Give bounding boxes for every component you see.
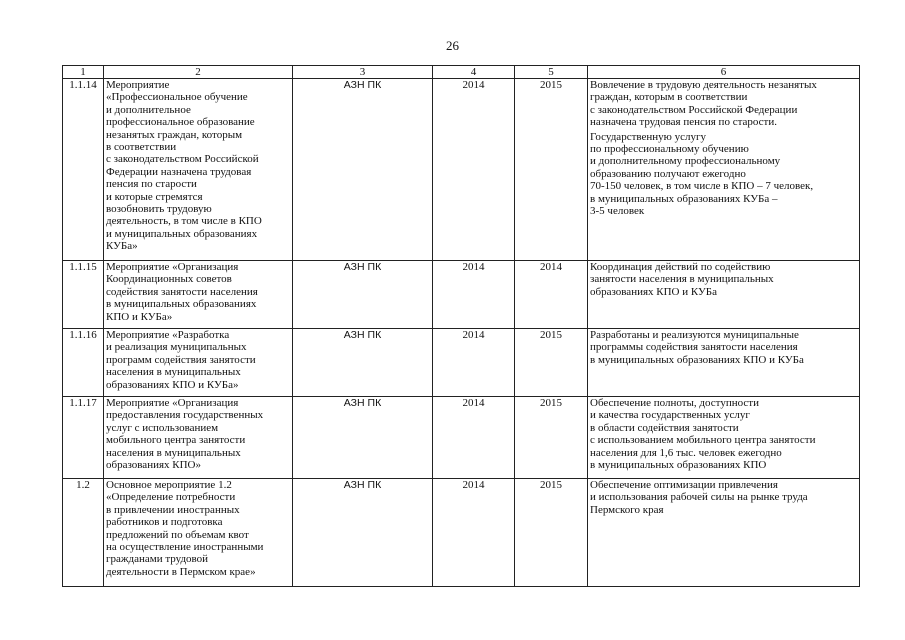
end-year: 2015: [515, 479, 588, 587]
start-year: 2014: [433, 261, 515, 329]
row-number: 1.2: [63, 479, 104, 587]
table-header-row: [63, 66, 860, 79]
start-year: 2014: [433, 479, 515, 587]
header-col-3: 3: [293, 66, 433, 79]
executor: АЗН ПК: [293, 397, 433, 479]
expected-result: [588, 397, 860, 479]
executor: АЗН ПК: [293, 261, 433, 329]
activity-name: Мероприятие «Организация Координационных советов содействия занятости населения в муниципальных образованиях КПО и КУБа»: [104, 261, 293, 329]
activity-name: Основное мероприятие 1.2 «Определение потребности в привлечении иностранных работников и подготовка предложений по объемам квот на осуществление иностранными гражданами трудовой деятельности в Пермском крае»: [104, 479, 293, 587]
header-col-2: 2: [104, 66, 293, 79]
result-paragraph-1: Разработаны и реализуются муниципальные программы содействия занятости населения в муниципальных образованиях КПО и КУБа: [590, 329, 804, 366]
activity-name: Мероприятие «Организация предоставления государственных услуг с использованием мобильного центра занятости населения в муниципальных образованиях КПО»: [104, 397, 293, 479]
end-year: 2015: [515, 397, 588, 479]
result-paragraph-2: Государственную услугу по профессиональному обучению и дополнительному профессиональному образованию получают ежегодно 70-150 человек, в том числе в КПО – 7 человек, в муниципальных образованиях КУБа – 3-5 человек: [590, 130, 814, 218]
header-col-1: 1: [63, 66, 104, 79]
table-row: [63, 329, 860, 397]
end-year: 2015: [515, 329, 588, 397]
end-year: 2014: [515, 261, 588, 329]
end-year: 2015: [515, 79, 588, 261]
start-year: 2014: [433, 329, 515, 397]
start-year: 2014: [433, 397, 515, 479]
activity-name: Мероприятие «Разработка и реализация муниципальных программ содействия занятости населения в муниципальных образованиях КПО и КУБа»: [104, 329, 293, 397]
row-number: 1.1.15: [63, 261, 104, 329]
header-col-4: 4: [433, 66, 515, 79]
expected-result: [588, 479, 860, 587]
page-number: 26: [446, 38, 459, 53]
table-row: [63, 79, 860, 261]
activity-name: Мероприятие «Профессиональное обучение и дополнительное профессиональное образование незанятых граждан, которым в соответствии с законодательством Российской Федерации назначена трудовая пенсия по старости и которые стремятся возобновить трудовую деятельность, в том числе в КПО и муниципальных образованиях КУБа»: [104, 79, 293, 261]
table-body: [63, 79, 860, 587]
executor: АЗН ПК: [293, 479, 433, 587]
executor: АЗН ПК: [293, 79, 433, 261]
table-row: [63, 261, 860, 329]
table-row: [63, 397, 860, 479]
header-col-5: 5: [515, 66, 588, 79]
result-paragraph-1: Координация действий по содействию занятости населения в муниципальных образованиях КПО и КУБа: [590, 261, 774, 298]
expected-result: [588, 329, 860, 397]
start-year: 2014: [433, 79, 515, 261]
result-paragraph-1: Вовлечение в трудовую деятельность незанятых граждан, которым в соответствии с законодательством Российской Федерации назначена трудовая пенсия по старости.: [590, 79, 817, 129]
result-paragraph-1: Обеспечение полноты, доступности и качества государственных услуг в области содействия занятости с использованием мобильного центра занятости населения для 1,6 тыс. человек ежегодно в муниципальных образованиях КПО: [590, 397, 816, 472]
executor: АЗН ПК: [293, 329, 433, 397]
row-number: 1.1.17: [63, 397, 104, 479]
expected-result: [588, 79, 860, 261]
row-number: 1.1.14: [63, 79, 104, 261]
table-row: [63, 479, 860, 587]
expected-result: [588, 261, 860, 329]
result-paragraph-1: Обеспечение оптимизации привлечения и использования рабочей силы на рынке труда Пермского края: [590, 479, 808, 516]
header-col-6: 6: [588, 66, 860, 79]
activities-table: [62, 65, 860, 587]
row-number: 1.1.16: [63, 329, 104, 397]
